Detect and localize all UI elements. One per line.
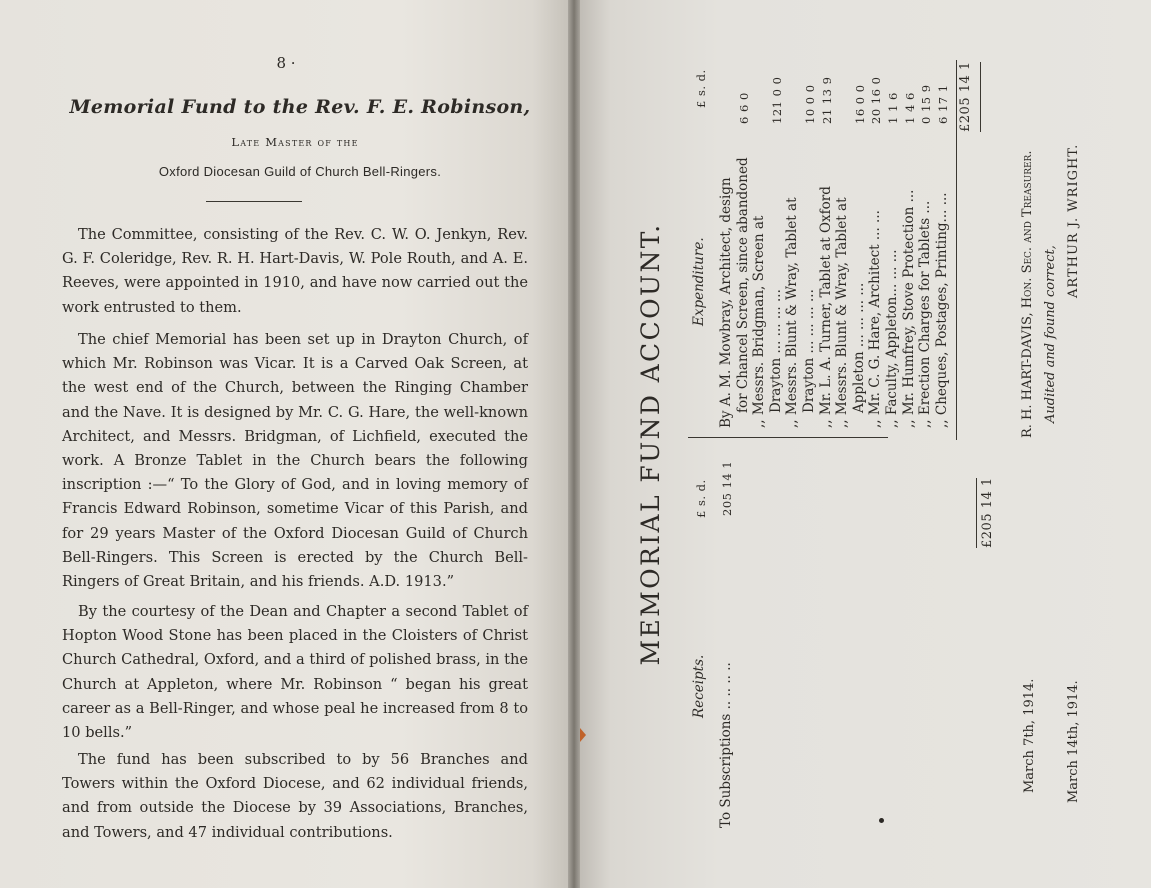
page-number: 8 · xyxy=(276,54,296,72)
expenditure-line: ,, Mr. L. A. Turner, Tablet at Oxford xyxy=(817,186,834,428)
expenditure-amount: 6 17 1 xyxy=(935,84,950,124)
expenditure-line: Drayton ... ... ... ... xyxy=(767,289,784,413)
expenditure-amount: 16 0 0 xyxy=(852,84,867,124)
expenditure-amount: 0 15 9 xyxy=(919,84,934,124)
paragraph-chief-memorial: The chief Memorial has been set up in Drayton Church, of which Mr. Robinson was Vicar. It is a Carved Oak Screen, at the west end of the Church, between the Ringing Chamber and the Nave. It is designed by Mr. C. G. Hare, the well-known Architect, and Messrs. Bridgman, of Lichfield, executed the work. A Bronze Tablet in the Church bears the following inscription :—“ To the Glory of God, and in loving memory of Francis Edward Robinson, sometime Vicar of this Parish, and for 29 years Master of the Oxford Diocesan Guild of Church Bell-Ringers. This Screen is erected by the Church Bell-Ringers of Great Britain, and his friends. A.D. 1913.” xyxy=(62,331,528,591)
expenditure-total: £205 14 1 xyxy=(958,61,973,132)
expenditure-line: ,, Erection Charges for Tablets ... xyxy=(917,200,934,428)
expenditure-line: Drayton ... ... ... ... xyxy=(801,289,817,413)
expenditure-line: ,, Mr. Humfrey, Stove Protection ... xyxy=(900,189,917,428)
expenditure-amount: 1 4 6 xyxy=(902,92,917,124)
receipt-line: To Subscriptions .. .. .. .. xyxy=(718,662,734,828)
receipt-total: £205 14 1 xyxy=(980,477,995,548)
account-rotated-page xyxy=(576,0,1151,888)
expenditure-amount: 21 13 9 xyxy=(819,76,834,124)
lsd-header-right: £ s. d. xyxy=(694,69,708,108)
expenditure-line: ,, Faculty, Appleton... ... ... xyxy=(884,249,900,428)
subheading-late-master: Late Master of the xyxy=(231,135,359,149)
expenditure-line: Appleton ... ... ... ... xyxy=(850,282,867,413)
paragraph-second-tablet: By the courtesy of the Dean and Chapter a second Tablet of Hopton Wood Stone has been placed in the Cloisters of Christ Church Cathedral, Oxford, and a third of polished brass, in the Church at Appleton, where Mr. Robinson “ began his great career as a Bell-Ringer, and whose peal he increased from 8 to 10 bells.” xyxy=(62,603,528,742)
paragraph-committee: The Committee, consisting of the Rev. C. W. O. Jenkyn, Rev. G. F. Coleridge, Rev. R. H. Hart-Davis, W. Pole Routh, and A. E. Reeves, were appointed in 1910, and have now carried out the work entrusted to them. xyxy=(62,226,528,316)
subheading-guild: Oxford Diocesan Guild of Church Bell-Ringers. xyxy=(158,164,442,179)
date-march-14: March 14th, 1914. xyxy=(1066,680,1081,803)
lsd-header-left: £ s. d. xyxy=(694,479,708,518)
expenditure-amount: 20 16 0 xyxy=(869,76,884,124)
signature-wright: ARTHUR J. WRIGHT. xyxy=(1066,143,1081,298)
receipts-heading: Receipts. xyxy=(691,654,707,718)
account-title: MEMORIAL FUND ACCOUNT. xyxy=(636,222,665,666)
expenditure-line: ,, Messrs. Bridgman, Screen at xyxy=(751,215,768,428)
signature-hart-davis: R. H. HART-DAVIS, Hon. Sec. and Treasurer. xyxy=(1020,150,1035,438)
page-heading: Memorial Fund to the Rev. F. E. Robinson, xyxy=(69,96,531,118)
column-divider xyxy=(688,437,888,438)
expenditure-amount: 121 0 0 xyxy=(769,76,784,124)
date-march-7: March 7th, 1914. xyxy=(1022,678,1037,793)
expenditure-line: ,, Mr. C. G. Hare, Architect ... ... xyxy=(867,210,884,428)
expenditure-amount: 10 0 0 xyxy=(803,84,817,124)
divider-rule xyxy=(206,201,302,202)
page-dot xyxy=(879,818,884,823)
expenditure-amount: 1 1 6 xyxy=(886,92,900,124)
expenditure-line: ,, Messrs. Blunt & Wray, Tablet at xyxy=(784,197,801,428)
expenditure-amount: 6 6 0 xyxy=(736,92,751,124)
paragraph-subscriptions: The fund has been subscribed to by 56 Branches and Towers within the Oxford Diocese, and 62 individual friends, and from outside the Diocese by 39 Associations, Branches, and Towers, and 47 individual contributions. xyxy=(62,751,528,841)
expenditure-line: By A. M. Mowbray, Architect, design xyxy=(718,177,734,428)
expenditure-underline xyxy=(956,60,957,440)
expenditure-line: ,, Cheques, Postages, Printing... ... xyxy=(933,192,950,428)
audited-note: Audited and found correct, xyxy=(1043,245,1058,423)
receipt-total-rule xyxy=(976,478,977,548)
expenditure-total-rule xyxy=(980,62,981,132)
receipt-amount: 205 14 1 xyxy=(720,460,734,516)
expenditure-line: ,, Messrs. Blunt & Wray, Tablet at xyxy=(834,197,851,428)
expenditure-line: for Chancel Screen, since abandoned xyxy=(734,157,751,413)
expenditure-heading: Expenditure. xyxy=(691,237,707,326)
